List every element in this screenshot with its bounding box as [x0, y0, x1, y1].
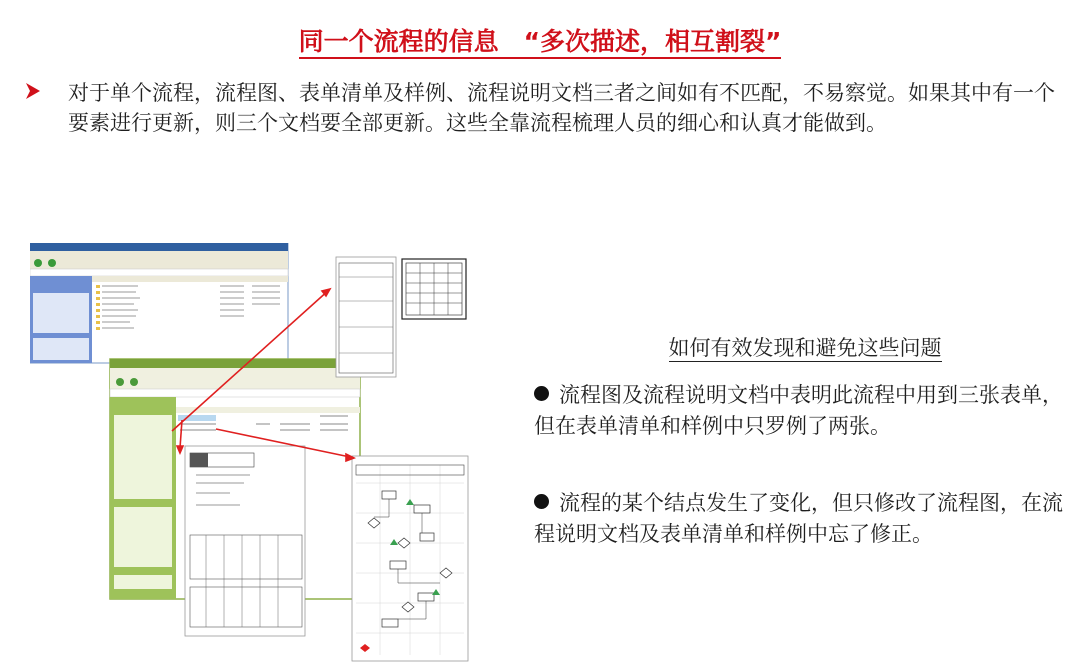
flowchart-document-page: [352, 456, 468, 661]
problem-item-2: [534, 488, 1066, 550]
form-document-page: [185, 446, 305, 636]
explorer-window-back: [30, 243, 288, 363]
problem-item-2-text: 流程的某个结点发生了变化，但只修改了流程图，在流程说明文档及表单清单和样例中忘了修正。: [534, 491, 1063, 546]
slide-title-text: 同一个流程的信息 “多次描述，相互割裂”: [299, 27, 782, 59]
problem-item-1-text: 流程图及流程说明文档中表明此流程中用到三张表单，但在表单清单和样例中只罗例了两张。: [534, 383, 1063, 438]
bullet-dot-icon: [534, 386, 549, 401]
bullet-dot-icon: [534, 494, 549, 509]
problem-item-1: [534, 380, 1066, 442]
slide-title: [0, 22, 1080, 58]
document-collage-image: [30, 243, 470, 663]
solutions-heading: [540, 332, 1070, 362]
small-form-sample: [336, 257, 466, 377]
solutions-heading-text: 如何有效发现和避免这些问题: [668, 336, 942, 360]
main-bullet-text: 对于单个流程，流程图、表单清单及样例、流程说明文档三者之间如有不匹配，不易察觉。如果其中有一个要素进行更新，则三个文档要全部更新。这些全靠流程梳理人员的细心和认真才能做到。: [68, 81, 1055, 135]
arrow-bullet-icon: [24, 80, 42, 102]
